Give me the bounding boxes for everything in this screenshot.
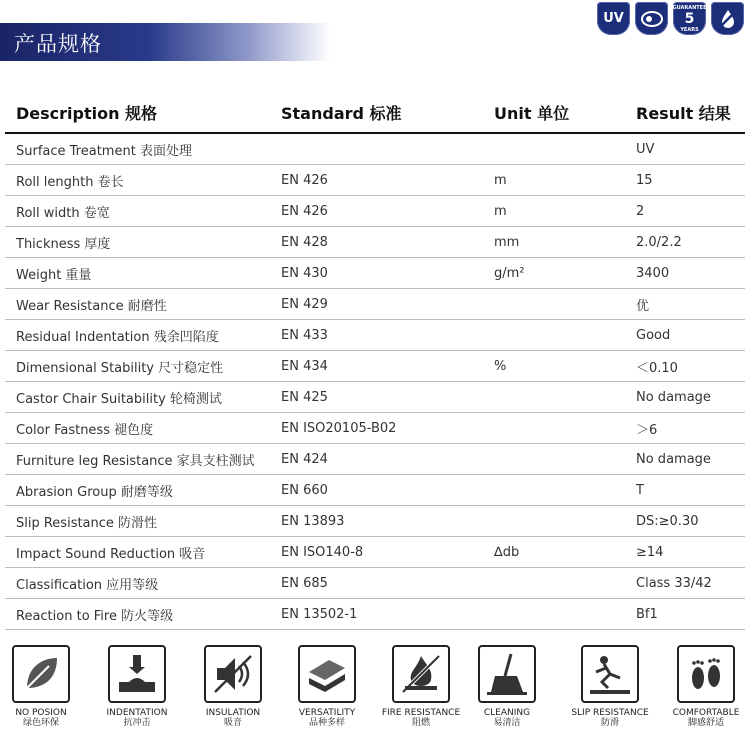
indentation-icon [108,645,166,703]
feature-label-cn: 抗冲击 [123,718,151,728]
feature-insulation [188,645,278,728]
broom-icon [478,645,536,703]
leaf-icon [12,645,70,703]
feature-label-cn: 绿色环保 [22,718,59,728]
table-row [5,413,745,444]
guarantee-unit: YEARS [680,26,699,33]
cell-description: Roll width 卷宽 [16,205,110,221]
cell-result: UV [636,141,655,157]
cell-description: Weight 重量 [16,267,92,283]
cell-result: 3400 [636,265,670,281]
cell-standard: EN 13893 [281,513,345,529]
cell-unit: mm [494,234,520,250]
table-header [5,92,745,134]
cell-description: Abrasion Group 耐磨等级 [16,484,173,500]
cell-standard: EN ISO20105-B02 [281,420,397,436]
feature-label-cn: 吸音 [223,718,242,728]
feature-label-cn: 阻燃 [411,718,430,728]
cell-description: Wear Resistance 耐磨性 [16,298,167,314]
cell-result: No damage [636,451,711,467]
cell-standard: EN 429 [281,296,328,312]
cell-description: Dimensional Stability 尺寸稳定性 [16,360,224,376]
cell-standard: EN 428 [281,234,328,250]
cell-description: Impact Sound Reduction 吸音 [16,546,206,562]
cell-description: Thickness 厚度 [16,236,111,252]
fire-icon [392,645,450,703]
spec-table [5,92,745,630]
feature-versatility [282,645,372,728]
cell-description: Furniture leg Resistance 家具支柱测试 [16,453,255,469]
cell-standard: EN 660 [281,482,328,498]
cell-result: ＜0.10 [636,360,678,376]
table-row [5,134,745,165]
cell-result: 优 [636,298,650,314]
feature-label-cn: 品种多样 [308,718,345,728]
table-row [5,351,745,382]
feature-label-en: SLIP RESISTANCE [571,708,649,718]
table-row [5,289,745,320]
cell-result: DS:≥0.30 [636,513,699,529]
table-row [5,599,745,630]
title-banner [0,23,330,61]
cell-description: Color Fastness 褪色度 [16,422,154,438]
guarantee-num: 5 [684,10,695,27]
feature-indentation [92,645,182,728]
stain-resistant-icon [635,2,668,35]
table-row [5,475,745,506]
cell-standard: EN 13502-1 [281,606,358,622]
cell-unit: m [494,172,507,188]
cell-result: 2 [636,203,645,219]
col-description: Description 规格 [16,103,158,123]
page-title: 产品规格 [14,32,102,56]
cell-result: Class 33/42 [636,575,712,591]
cell-standard: EN 425 [281,389,328,405]
cell-result: T [636,482,644,498]
cell-standard: EN 685 [281,575,328,591]
cell-description: Residual Indentation 残余凹陷度 [16,329,219,345]
table-row [5,320,745,351]
table-row [5,258,745,289]
cell-unit: ∆db [494,544,520,560]
cell-unit: m [494,203,507,219]
col-result: Result 结果 [636,103,731,123]
cell-description: Slip Resistance 防滑性 [16,515,158,531]
cell-standard: EN 430 [281,265,328,281]
feature-label-en: INDENTATION [106,708,168,718]
feature-label-en: VERSATILITY [298,708,356,718]
feature-comfortable [661,645,750,728]
col-unit: Unit 单位 [494,103,570,123]
col-standard: Standard 标准 [281,103,402,123]
feature-label-en: NO POSION [15,708,67,718]
feature-label-cn: 易清洁 [493,718,521,728]
table-row [5,568,745,599]
cell-description: Roll lenghth 卷长 [16,174,124,190]
table-row [5,227,745,258]
speaker-icon [204,645,262,703]
table-row [5,382,745,413]
cell-standard: EN 433 [281,327,328,343]
cell-description: Reaction to Fire 防火等级 [16,608,174,624]
slip-icon [581,645,639,703]
feature-label-en: INSULATION [205,708,261,718]
cell-result: No damage [636,389,711,405]
guarantee-top: GUARANTEE [672,4,707,11]
guarantee-icon [673,2,706,35]
cell-description: Surface Treatment 表面处理 [16,143,192,159]
feature-no-poison [0,645,86,728]
cell-description: Castor Chair Suitability 轮椅测试 [16,391,222,407]
cell-unit: % [494,358,507,374]
feature-label-en: FIRE RESISTANCE [381,708,461,718]
cell-standard: EN 434 [281,358,328,374]
cell-result: ≥14 [636,544,664,560]
cell-standard: EN 426 [281,172,328,188]
uv-badge-label: UV [603,11,624,26]
feature-label-cn: 脚感舒适 [687,718,724,728]
feature-fire-resistance [376,645,466,728]
waterproof-icon [711,2,744,35]
cell-standard: EN 424 [281,451,328,467]
cell-result: 15 [636,172,653,188]
table-row [5,165,745,196]
feature-label-cn: 防滑 [600,718,619,728]
table-row [5,444,745,475]
cell-result: Bf1 [636,606,658,622]
table-row [5,196,745,227]
feature-slip-resistance [565,645,655,728]
cell-result: ＞6 [636,422,658,438]
table-row [5,506,745,537]
table-row [5,537,745,568]
feature-icons [0,645,750,740]
feature-badges [597,2,744,35]
feature-cleaning [462,645,552,728]
cell-description: Classification 应用等级 [16,577,159,593]
layers-icon [298,645,356,703]
cell-result: Good [636,327,671,343]
cell-unit: g/m² [494,265,525,281]
cell-standard: EN ISO140-8 [281,544,364,560]
cell-standard: EN 426 [281,203,328,219]
uv-badge-icon [597,2,630,35]
feature-label-en: COMFORTABLE [672,708,740,718]
cell-result: 2.0/2.2 [636,234,682,250]
footprints-icon [677,645,735,703]
feature-label-en: CLEANING [483,708,531,718]
